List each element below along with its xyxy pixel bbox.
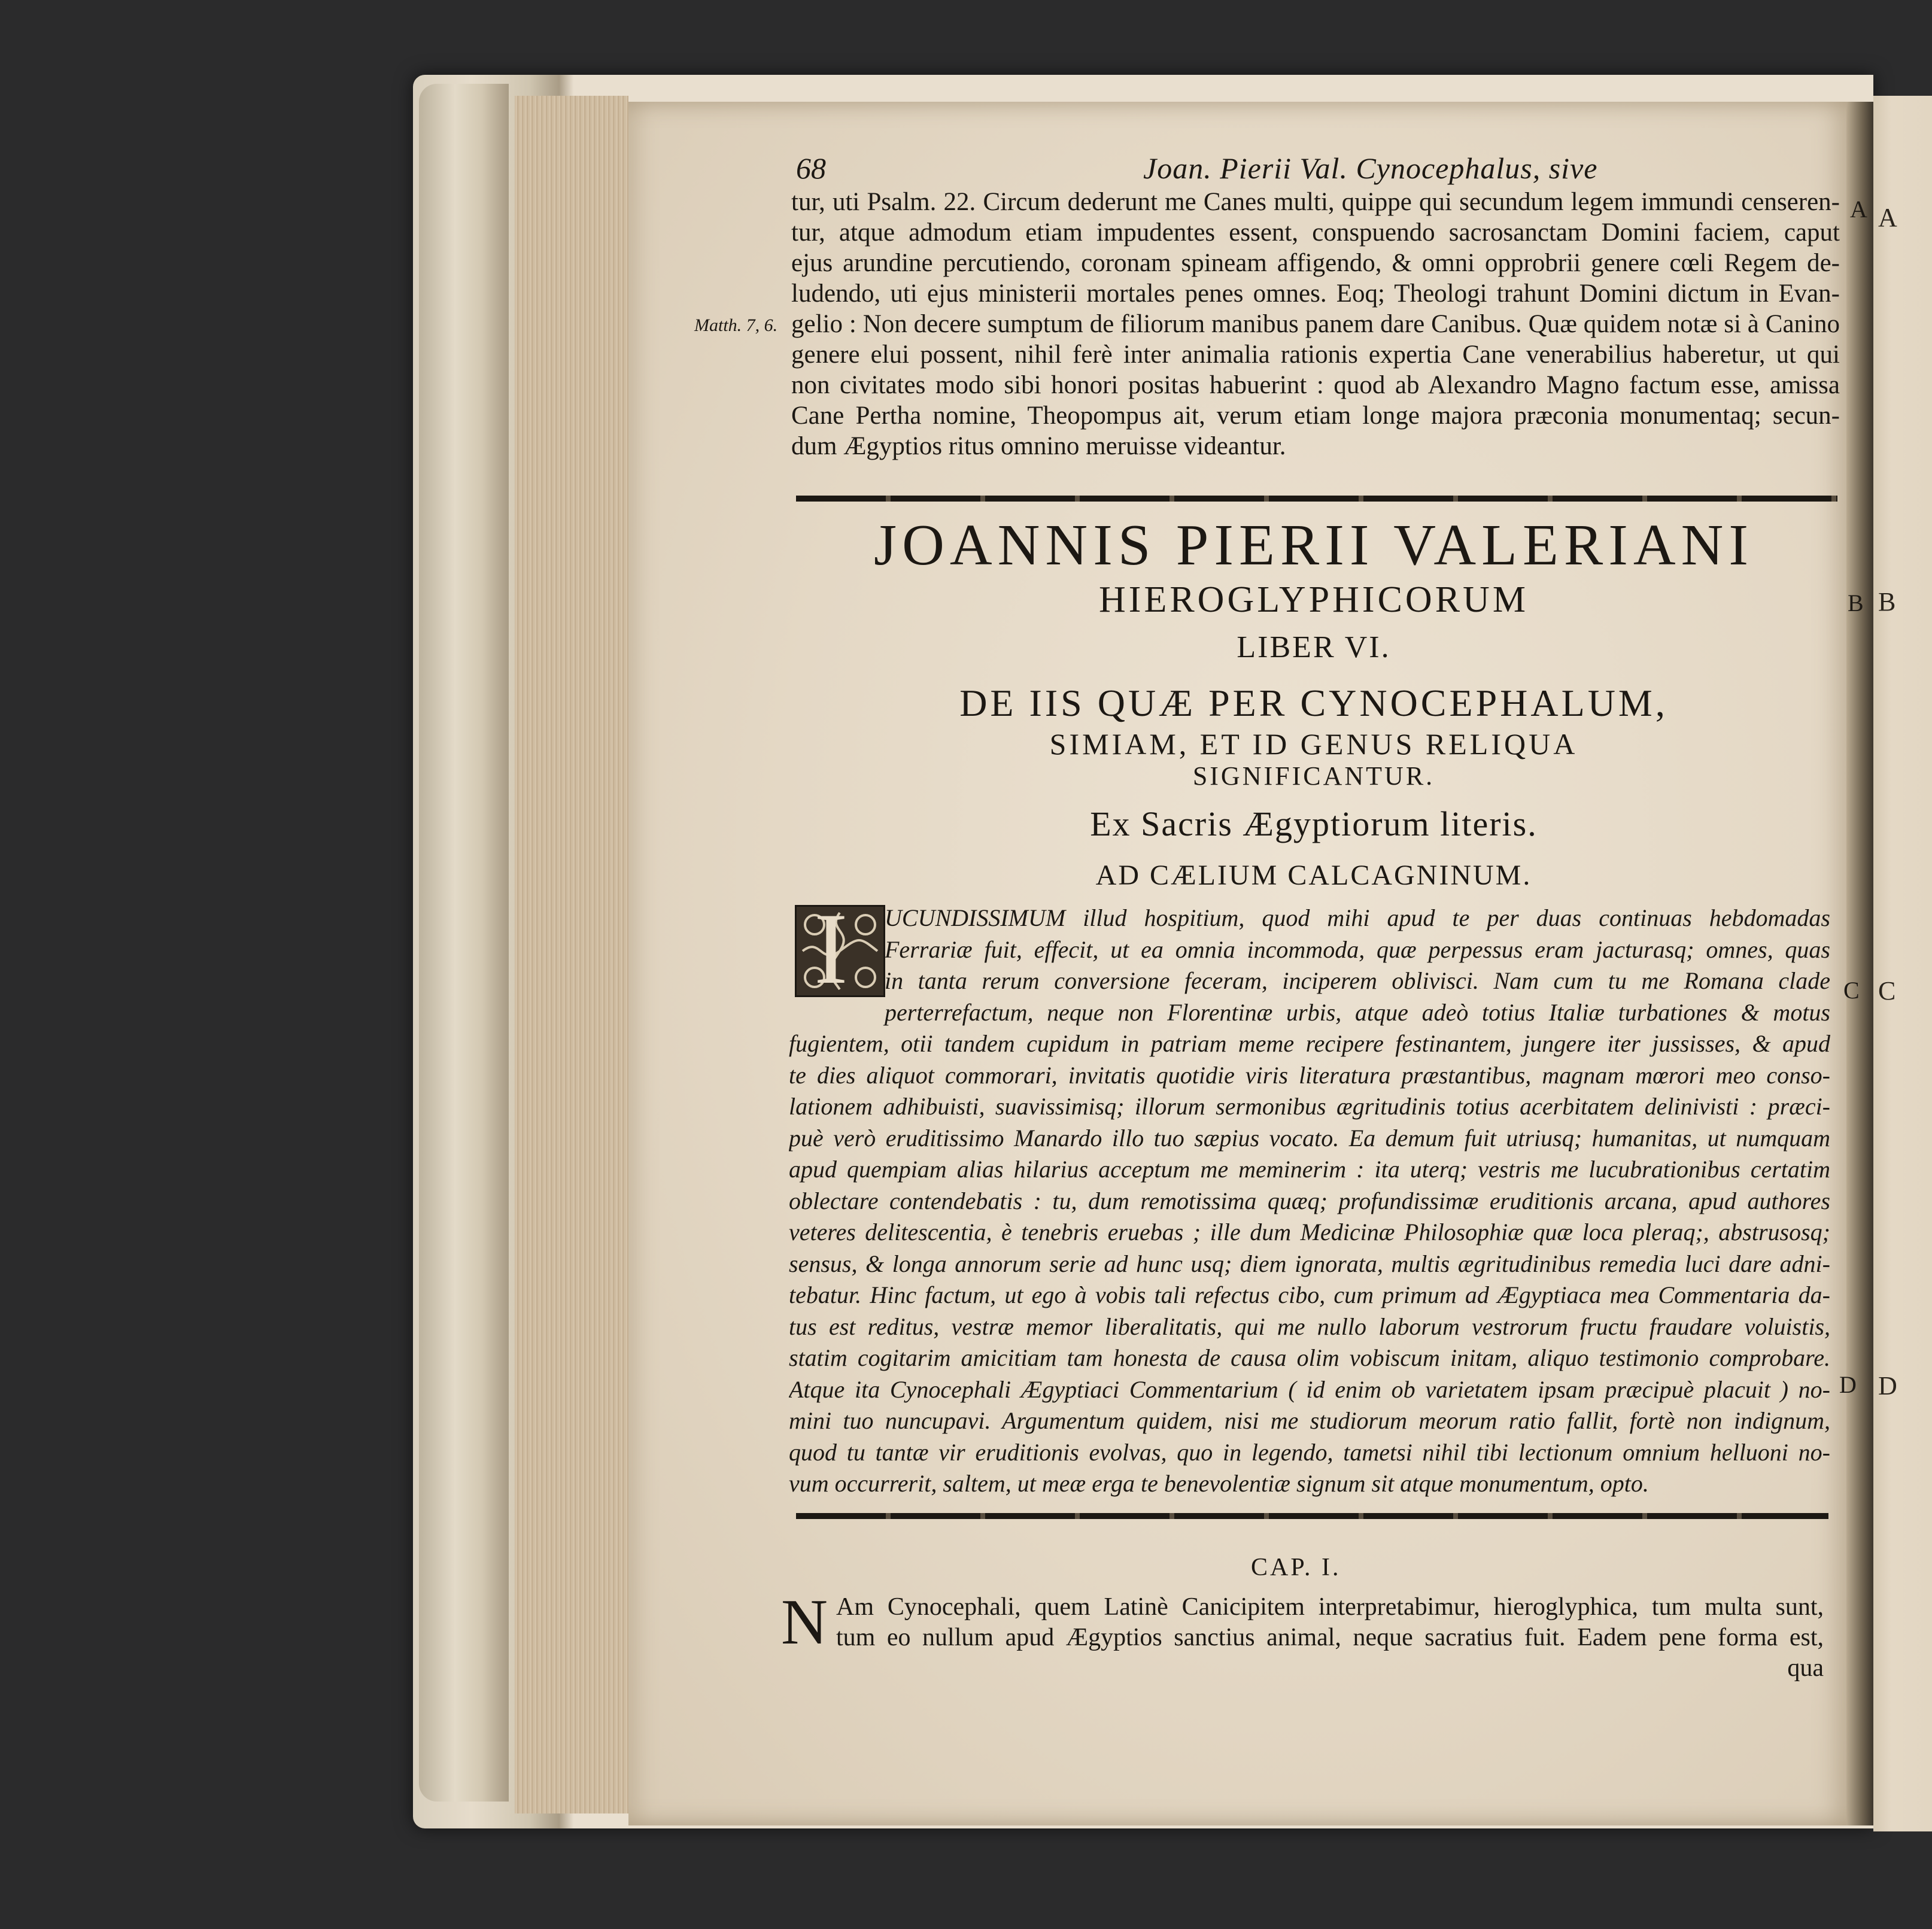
dedication-line: tebatur. Hinc factum, ut ego à vobis tali refectus cibo, cum primum ad Ægyptiaca mea Commentaria da- [789,1281,1830,1308]
book-number: LIBER VI. [1237,630,1391,664]
dedication-line: statim cogitarim amicitiam tam honesta de causa olim vobiscum initam, aliquo testimonio comprobare. [789,1344,1830,1371]
text-line: gelio : Non decere sumptum de filiorum manibus panem dare Canibus. Quæ quidem notæ si à Canino [791,310,1840,338]
text-line: tur, uti Psalm. 22. Circum dederunt me Canes multi, quippe qui secundum legem immundi censeren- [791,188,1840,216]
initial-letter: I [814,892,848,1005]
dedication-line: veteres delitescentia, è tenebris eruebas ; ille dum Medicinæ Philosophiæ quæ loca pleraq;, abstrusosq; [789,1219,1830,1246]
margin-letter-b: B [1848,590,1864,616]
running-head: Joan. Pierii Val. Cynocephalus, sive [1143,151,1598,185]
dedication-line: in tanta rerum conversione feceram, inciperem oblivisci. Nam cum tu me Romana clade [885,967,1830,994]
dedication-line: lationem adhibuisti, suavissimisq; illorum sermonibus ægritudinis totius acerbitatem delinivisti : præci- [789,1093,1830,1120]
dedication-text [789,903,1830,1500]
ornamental-rule [796,496,1837,502]
text-line: genere elui possent, nihil ferè inter animalia rationis expertia Cane venerabilius haberetur, ut qui [791,341,1840,369]
dedication-line: Atque ita Cynocephali Ægyptiaci Commentarium ( id enim ob varietatem ipsam præcipuè placuit ) no- [789,1375,1830,1403]
source-line: Ex Sacris Ægyptiorum literis. [1090,804,1538,843]
text-line: Cane Pertha nomine, Theopompus ait, verum etiam longe majora præconia monumentaq; secun- [791,402,1840,430]
chapter-line: Am Cynocephali, quem Latinè Canicipitem interpretabimur, hieroglyphica, tum multa sunt, [836,1593,1824,1621]
book-title-block [784,512,1843,894]
subject-title-end: SIGNIFICANTUR. [1192,761,1435,791]
text-line: ludendo, uti ejus ministerii mortales penes omnes. Eoq; Theologi trahunt Domini dictum in Evan- [791,280,1840,308]
margin-note-matthew: Matth. 7, 6. [694,315,778,335]
text-line: ejus arundine percutiendo, coronam spineam affigendo, & omni opprobrii genere cœli Regem de- [791,249,1840,277]
subject-title-cont: SIMIAM, ET ID GENUS RELIQUA [1049,727,1578,761]
dedication-line: vum occurrerit, saltem, ut meæ erga te benevolentiæ signum sit atque monumentum, opto. [789,1470,1649,1497]
text-line: non civitates modo sibi honori positas habuerint : quod ab Alexandro Magno factum esse, amissa [791,371,1840,399]
margin-letter-c: C [1843,977,1860,1004]
page-edges [515,96,628,1813]
chapter-heading: CAP. I. [1251,1554,1341,1581]
text-line: dum Ægyptios ritus omnino meruisse videantur. [791,432,1286,460]
author-title: JOANNIS PIERII VALERIANI [873,513,1754,578]
dedicatee: AD CÆLIUM CALCAGNINUM. [1095,859,1532,891]
recto-letter-a: A [1878,203,1897,232]
book-spine [419,84,509,1802]
dedication-line: fugientem, otii tandem cupidum in patriam meme recipere festinantem, jungere iter jussisses, & apud [789,1030,1830,1057]
margin-letter-a: A [1850,196,1867,223]
book-gutter [1846,102,1873,1825]
chapter-initial: N [781,1587,828,1658]
continued-text [791,187,1840,461]
subject-title: DE IIS QUÆ PER CYNOCEPHALUM, [959,682,1668,724]
catchword: qua [1787,1654,1824,1682]
text-line: tur, atque admodum etiam impudentes essent, conspuendo sacrosanctam Domini faciem, caput [791,218,1840,247]
chapter-line: tum eo nullum apud Ægyptios sanctius animal, neque sacratius fuit. Eadem pene forma est, [836,1624,1824,1651]
dedication-line: UCUNDISSIMUM illud hospitium, quod mihi apud te per duas continuas hebdomadas [885,904,1830,931]
dedication-line: oblectare contendebatis : tu, dum remotissima quæq; profundissimæ eruditionis arcana, apud authores [789,1187,1830,1214]
recto-letter-c: C [1878,976,1896,1005]
page-header [796,151,1843,187]
dedication-line: te dies aliquot commorari, invitatis quotidie viris literatura præstantibus, magnam mœrori meo conso- [789,1061,1830,1089]
recto-letter-b: B [1878,587,1896,616]
dedication-line: sensus, & longa annorum serie ad hunc usq; diem ignorata, multis ægritudinibus remedia luci dare adni- [789,1250,1830,1277]
recto-letter-d: D [1878,1371,1897,1401]
work-title: HIEROGLYPHICORUM [1099,579,1529,620]
chapter-text [785,1592,1824,1684]
dedication-line: Ferrariæ fuit, effecit, ut ea omnia incommoda, quæ perpessus eram jacturasq; omnes, quas [885,935,1830,963]
dedication-line: apud quempiam alias hilarius acceptum me meminerim : ita uterq; vestris me lucubrationibus certatim [789,1156,1830,1183]
folio-number: 68 [796,151,826,185]
dedication-line: mini tuo nuncupavi. Argumentum quidem, nisi me studiorum meorum ratio fallit, fortè non indignum, [789,1407,1830,1434]
dedication-line: puè verò eruditissimo Manardo illo tuo sæpius vocato. Ea demum fuit utriusq; humanitas, ut numquam [789,1124,1830,1152]
margin-letter-d: D [1839,1371,1857,1398]
dedication-line: perterrefactum, neque non Florentinæ urbis, atque adeò totius Italiæ turbationes & motus [885,998,1830,1026]
dedication-line: tus est reditus, vestræ memor liberalitatis, qui me nullo laborum vestrorum fructu fraudare voluistis, [789,1313,1830,1340]
dedication-line: quod tu tantæ vir eruditionis evolvas, quo in legendo, tametsi nihil tibi lectionum omnium helluoni no- [789,1438,1830,1466]
ornamental-rule [796,1513,1828,1519]
book-page-recto-edge [1873,96,1932,1831]
